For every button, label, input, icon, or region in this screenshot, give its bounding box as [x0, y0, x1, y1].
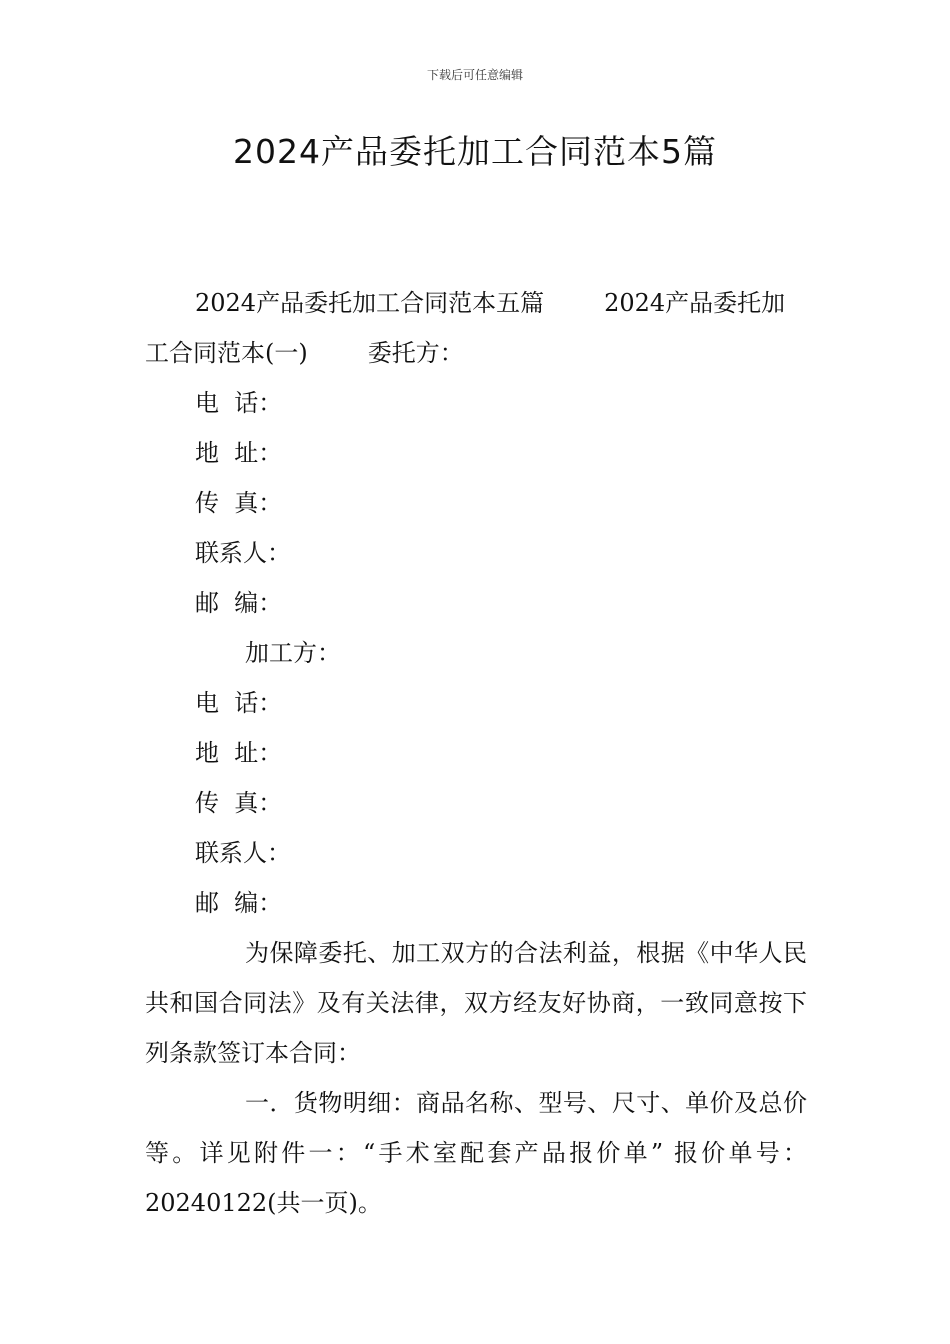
processor-fax-field: 传 真：: [195, 789, 283, 817]
processor-label: 加工方：: [245, 639, 341, 667]
intro-part-a: 2024产品委托加工合同范本五篇: [195, 289, 545, 317]
processor-contact-field: 联系人：: [195, 839, 291, 867]
client-address-field: 地 址：: [195, 439, 283, 467]
header-note: 下载后可任意编辑: [426, 68, 523, 82]
goods-details-paragraph: 一．货物明细：商品名称、型号、尺寸、单价及总价等。详见附件一：“手术室配套产品报价单” 报价单号：20240122(共一页)。: [145, 1089, 807, 1217]
intro-part-b: 2024产品委托加工合同范本(一): [145, 289, 786, 367]
client-phone-field: 电 话：: [195, 389, 283, 417]
client-postcode-field: 邮 编：: [195, 589, 283, 617]
processor-postcode-field: 邮 编：: [195, 889, 283, 917]
document-body: [145, 278, 807, 1228]
client-contact-field: 联系人：: [195, 539, 291, 567]
intro-client-label: 委托方：: [367, 339, 464, 367]
document-title: 2024产品委托加工合同范本5篇: [233, 132, 717, 171]
legal-basis-paragraph: 为保障委托、加工双方的合法利益，根据《中华人民共和国合同法》及有关法律，双方经友好协商，一致同意按下列条款签订本合同：: [145, 939, 807, 1067]
processor-address-field: 地 址：: [195, 739, 283, 767]
intro-paragraph: [145, 278, 807, 378]
processor-phone-field: 电 话：: [195, 689, 283, 717]
client-fax-field: 传 真：: [195, 489, 283, 517]
